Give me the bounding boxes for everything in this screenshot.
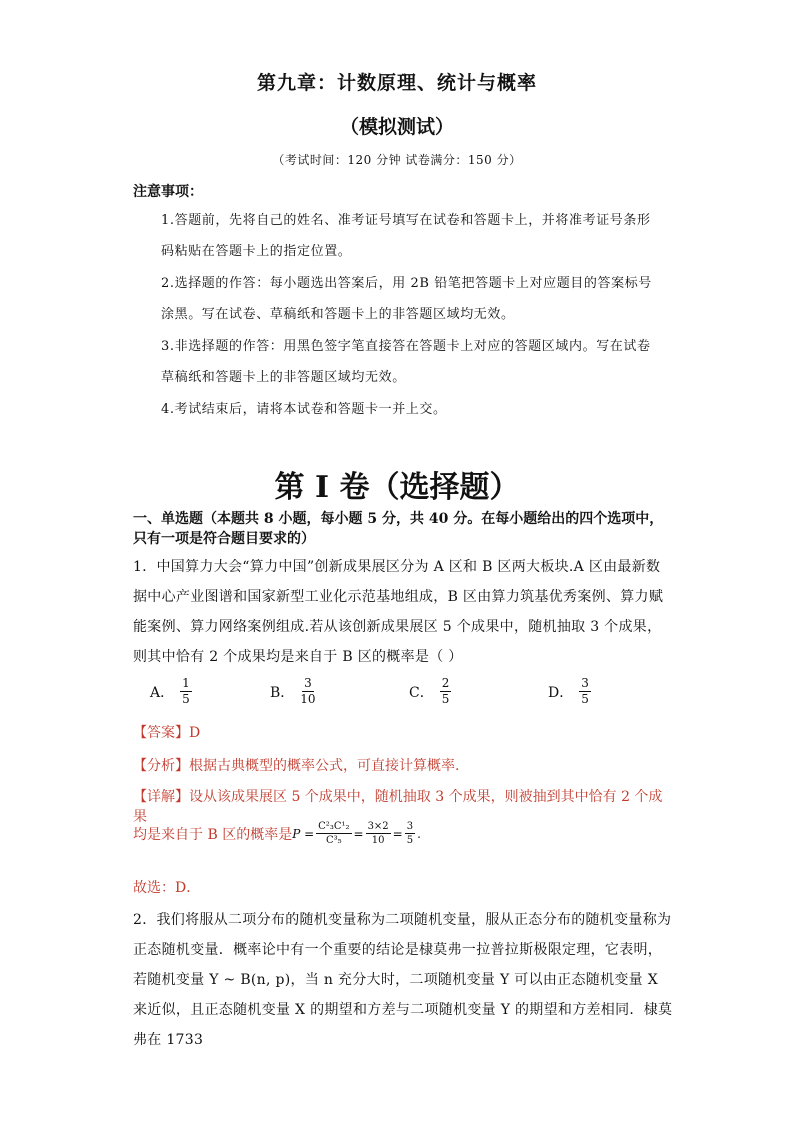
section-heading: 一、单选题（本题共 8 小题，每小题 5 分，共 40 分。在每小题给出的四个选项中，只有一项是符合题目要求的） (133, 511, 664, 547)
answer-line: 【答案】D (133, 725, 201, 741)
fraction: $\frac{3}{10}$ (300, 676, 316, 706)
note-item: 4.考试结束后，请将本试卷和答题卡一并上交。 (161, 402, 447, 417)
detail-formula-line: 均是来自于 B 区的概率是 P = $\frac{\text{C²₃C¹₂}}{\text{C³₅}}$ = $\frac{3\times 2}{10}$ = $\frac{3}{5}$ . (133, 821, 421, 846)
exam-info: （考试时间：120 分钟 试卷满分：150 分） (272, 153, 522, 167)
page-title: 第九章：计数原理、统计与概率 (256, 72, 537, 94)
question-2-text: 2．我们将服从二项分布的随机变量称为二项随机变量，服从正态分布的随机变量称为正态随机变量．概率论中有一个重要的结论是棣莫弗一拉普拉斯极限定理，它表明，若随机变量 Y ~ B(n, p)，当 n 充分大时，二项随机变量 Y 可以由正态随机变量 X 来近似，且正态随机变量 X 的期望和方差与二项随机变量 Y 的期望和方差相同．棣莫弗在 1733 (133, 912, 673, 1048)
notes-heading: 注意事项： (133, 184, 203, 200)
option-a[interactable]: A． $\frac{1}{5}$ (150, 676, 190, 706)
page-subtitle: （模拟测试） (339, 116, 454, 138)
fraction: $\frac{1}{5}$ (182, 676, 190, 706)
detail-line: 【详解】设从该成果展区 5 个成果中，随机抽取 3 个成果，则被抽到其中恰有 2 个成果 (133, 789, 663, 825)
note-item: 1.答题前，先将自己的姓名、准考证号填写在试卷和答题卡上，并将准考证号条形码粘贴在答题卡上的指定位置。 (161, 213, 651, 259)
option-b[interactable]: B． $\frac{3}{10}$ (270, 676, 316, 706)
question-1-text: 1．中国算力大会“算力中国”创新成果展区分为 A 区和 B 区两大板块.A 区由最新数据中心产业图谱和国家新型工业化示范基地组成，B 区由算力筑基优秀案例、算力赋能案例、算力网络案例组成.若从该创新成果展区 5 个成果中，随机抽取 3 个成果，则其中恰有 2 个成果均是来自于 B 区的概率是（ ） (133, 559, 664, 665)
option-c[interactable]: C． $\frac{2}{5}$ (409, 676, 450, 706)
conclusion-line: 故选：D． (133, 880, 201, 896)
analysis-line: 【分析】根据古典概型的概率公式，可直接计算概率. (133, 758, 460, 774)
question-1-options (150, 676, 670, 716)
note-item: 3.非选择题的作答：用黑色签字笔直接答在答题卡上对应的答题区域内。写在试卷草稿纸和答题卡上的非答题区域均无效。 (161, 339, 651, 385)
fraction: $\frac{3}{5}$ (581, 676, 589, 706)
fraction: $\frac{2}{5}$ (441, 676, 450, 706)
section-title: 第 I 卷（选择题） (274, 470, 520, 505)
note-item: 2.选择题的作答：每小题选出答案后，用 2B 铅笔把答题卡上对应题目的答案标号涂黑。写在试卷、草稿纸和答题卡上的非答题区域均无效。 (161, 276, 652, 322)
probability-formula: P = $\frac{\text{C²₃C¹₂}}{\text{C³₅}}$ = $\frac{3\times 2}{10}$ = $\frac{3}{5}$ . (292, 821, 421, 846)
option-d[interactable]: D． $\frac{3}{5}$ (548, 676, 589, 706)
